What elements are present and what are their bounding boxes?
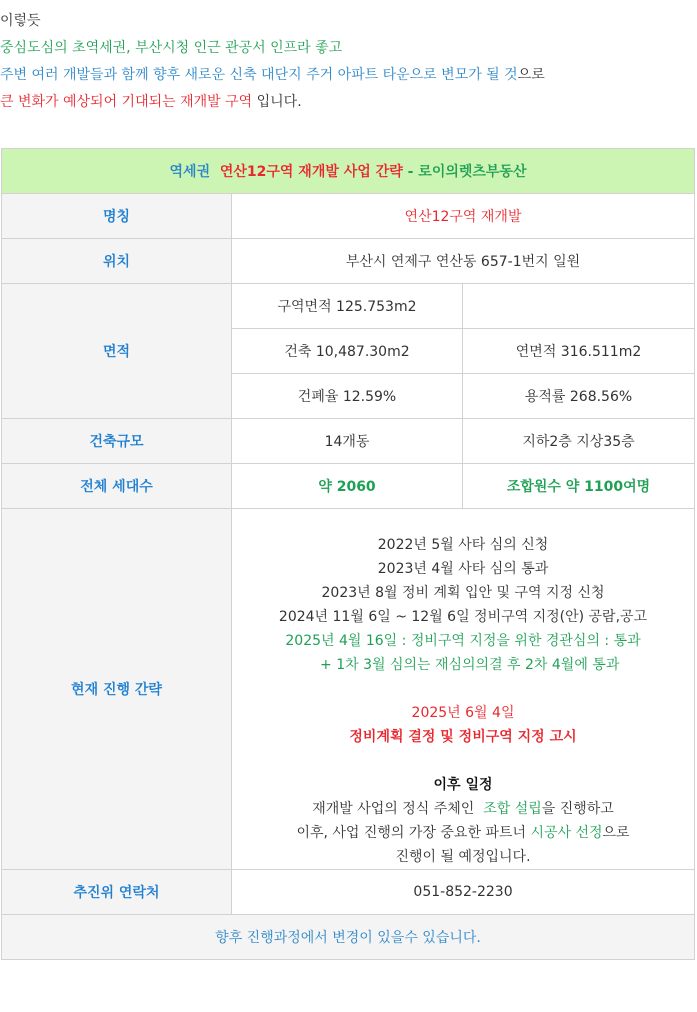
location-value: 부산시 연제구 연산동 657-1번지 일원: [232, 239, 695, 284]
households-value: 약 2060: [232, 464, 463, 509]
project-summary-table: [1, 148, 695, 960]
progress-spacer: [232, 677, 694, 701]
progress-line: + 1차 3월 심의는 재심의의결 후 2차 4월에 통과: [306, 657, 620, 673]
intro-line-4-highlight: 큰 변화가 예상되어 기대되는 재개발 구역: [0, 94, 253, 110]
table-row: [2, 464, 695, 509]
table-row: [2, 284, 695, 329]
table-row: [2, 509, 695, 870]
table-row: [2, 239, 695, 284]
table-title: [2, 149, 695, 194]
progress-label: 현재 진행 간략: [2, 509, 232, 870]
progress-highlight: 조합 설립: [483, 801, 542, 817]
progress-line: 2024년 11월 6일 ~ 12월 6일 정비구역 지정(안) 공람,공고: [278, 609, 648, 625]
table-row: [2, 870, 695, 915]
progress-heading: 이후 일정: [433, 777, 493, 793]
progress-spacer: [232, 509, 694, 533]
area-far: 용적률 268.56%: [463, 374, 695, 419]
progress-line: 2025년 4월 16일 : 정비구역 지정을 위한 경관심의 : 통과: [285, 633, 641, 649]
progress-line: 2023년 4월 사타 심의 통과: [377, 561, 549, 577]
intro-line-3: [0, 62, 697, 89]
intro-line-2: 중심도심의 초역세권, 부산시청 인근 관공서 인프라 좋고: [0, 40, 343, 56]
title-station-area: 역세권: [169, 164, 211, 180]
table-footer-row: [2, 915, 695, 960]
intro-line-1: 이렇듯: [0, 13, 41, 29]
intro-line-4: [0, 89, 697, 116]
progress-spacer: [232, 749, 694, 773]
location-label: 위치: [2, 239, 232, 284]
contact-value: 051-852-2230: [232, 870, 695, 915]
contact-label: 추진위 연락처: [2, 870, 232, 915]
progress-text: 을 진행하고: [541, 801, 614, 817]
table-title-row: [2, 149, 695, 194]
progress-line: 정비계획 결정 및 정비구역 지정 고시: [349, 729, 577, 745]
name-value: 연산12구역 재개발: [232, 194, 695, 239]
progress-line: 2022년 5월 사타 심의 신청: [377, 537, 549, 553]
progress-line: 2023년 8월 정비 계획 입안 및 구역 지정 신청: [321, 585, 605, 601]
scale-buildings: 14개동: [232, 419, 463, 464]
intro-text: [0, 0, 697, 116]
intro-line-4-rest: 입니다.: [252, 94, 302, 110]
title-project: 연산12구역 재개발 사업 간략: [219, 164, 403, 180]
area-empty: [463, 284, 695, 329]
progress-line: [232, 797, 694, 821]
progress-text: 재개발 사업의 정식 주체인: [312, 801, 484, 817]
progress-line: 2025년 6월 4일: [411, 705, 515, 721]
progress-details: [232, 509, 695, 870]
scale-label: 건축규모: [2, 419, 232, 464]
title-agency: - 로이의렛츠부동산: [402, 164, 527, 180]
intro-line-3-highlight: 주변 여러 개발들과 함께 향후 새로운 신축 대단지 주거 아파트 타운으로 변모가 될 것: [0, 67, 518, 83]
table-row: [2, 194, 695, 239]
area-label: 면적: [2, 284, 232, 419]
members-value: 조합원수 약 1100여명: [463, 464, 695, 509]
progress-line: 진행이 될 예정입니다.: [395, 849, 531, 865]
area-floor: 연면적 316.511m2: [463, 329, 695, 374]
table-row: [2, 419, 695, 464]
intro-line-3-rest: 으로: [517, 67, 545, 83]
area-bcr: 건폐율 12.59%: [232, 374, 463, 419]
area-zone: 구역면적 125.753m2: [232, 284, 463, 329]
households-label: 전체 세대수: [2, 464, 232, 509]
table-footer-note: 향후 진행과정에서 변경이 있을수 있습니다.: [2, 915, 695, 960]
progress-text: 이후, 사업 진행의 가장 중요한 파트너: [296, 825, 531, 841]
area-building: 건축 10,487.30m2: [232, 329, 463, 374]
scale-floors: 지하2층 지상35층: [463, 419, 695, 464]
name-label: 명칭: [2, 194, 232, 239]
progress-line: [232, 821, 694, 845]
progress-text: 으로: [602, 825, 630, 841]
progress-highlight: 시공사 선정: [530, 825, 603, 841]
